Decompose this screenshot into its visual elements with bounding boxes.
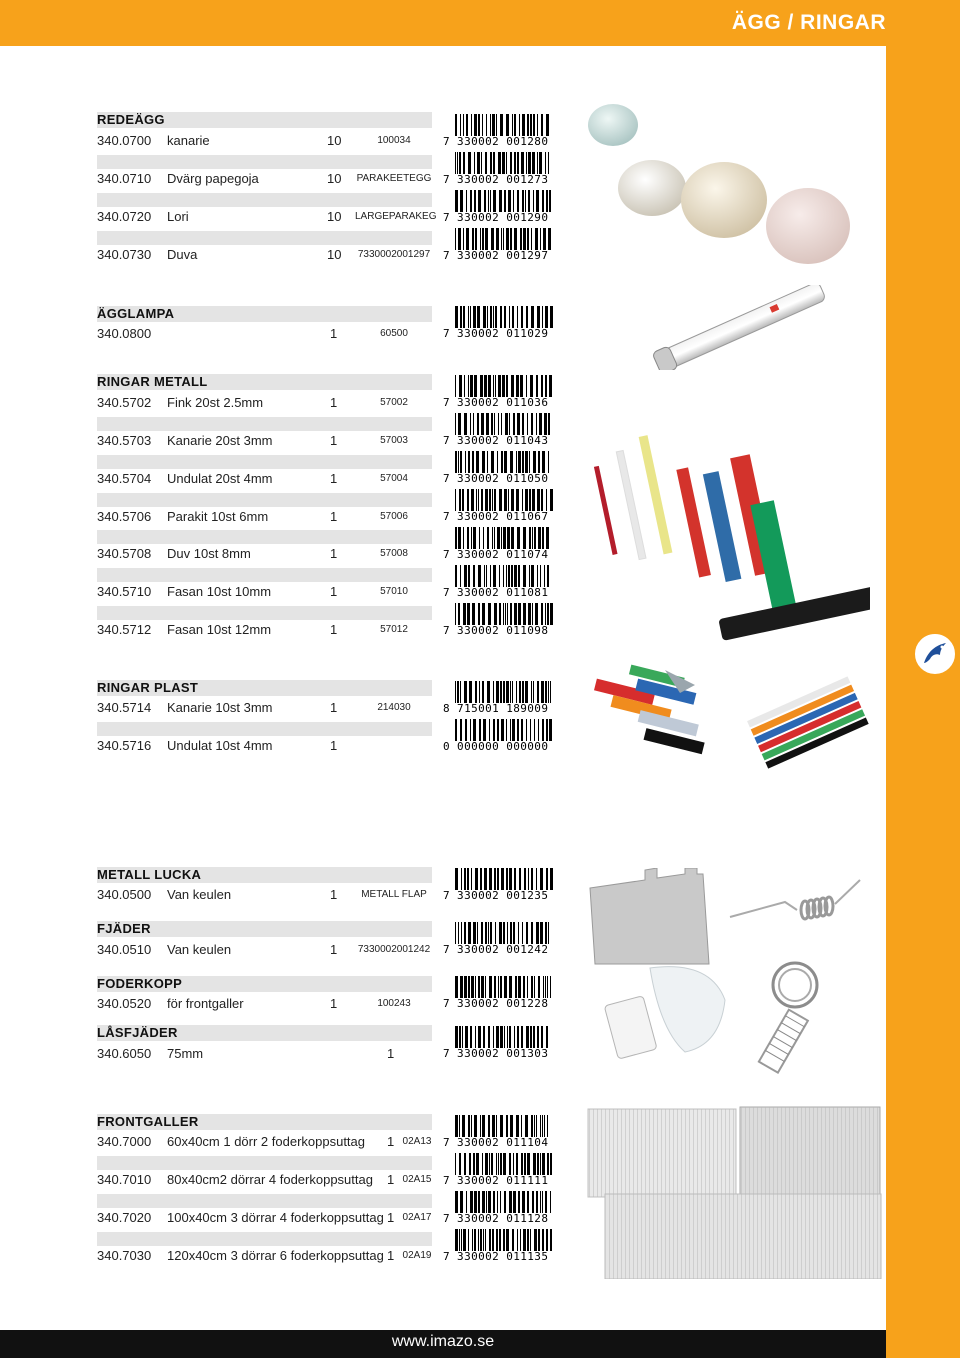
table-row — [97, 1208, 437, 1228]
table-row — [97, 1044, 437, 1064]
barcode — [443, 375, 555, 409]
barcode-number: 7 330002 001297 — [443, 250, 555, 262]
barcode — [443, 1191, 555, 1225]
article-desc: Van keulen — [167, 942, 232, 957]
article-code: 340.5704 — [97, 471, 152, 486]
metal-rings-image — [590, 400, 870, 660]
barcode-number: 7 330002 011067 — [443, 511, 555, 523]
table-row — [97, 736, 437, 756]
article-code: 340.5716 — [97, 738, 152, 753]
article-qty: 1 — [330, 942, 338, 957]
eggs-image — [580, 100, 850, 270]
row-band — [97, 231, 432, 245]
article-qty: 1 — [330, 546, 338, 561]
barcode-bar — [550, 306, 553, 330]
row-band — [97, 455, 432, 469]
barcode — [443, 489, 555, 523]
barcode — [443, 451, 555, 485]
article-code: 340.5714 — [97, 700, 152, 715]
barcode-number: 7 330002 011135 — [443, 1251, 555, 1263]
feeding-cup-image — [590, 960, 740, 1060]
barcode — [443, 190, 555, 224]
article-qty: 10 — [327, 247, 342, 262]
article-qty: 1 — [330, 509, 338, 524]
barcode-bar — [550, 681, 551, 705]
article-ref: 100243 — [377, 998, 411, 1009]
article-ref: 7330002001297 — [357, 249, 431, 260]
barcode-number: 7 330002 001303 — [443, 1048, 555, 1060]
article-ref: 57012 — [380, 624, 408, 635]
table-row — [97, 324, 437, 344]
article-ref: 57006 — [380, 511, 408, 522]
spring-image — [725, 872, 870, 932]
barcode — [443, 976, 555, 1010]
article-ref: 57008 — [380, 548, 408, 559]
barcode-bar — [550, 1153, 552, 1177]
article-qty: 1 — [387, 1046, 395, 1061]
row-band — [97, 193, 432, 207]
article-qty: 1 — [387, 1210, 395, 1225]
barcode-bar — [548, 681, 549, 705]
barcode — [443, 152, 555, 186]
article-code: 340.0730 — [97, 247, 152, 262]
table-row — [97, 544, 437, 564]
section-title-redeagg: REDEÄGG — [97, 112, 432, 128]
lock-spring-image — [740, 955, 840, 1080]
article-qty: 10 — [327, 209, 342, 224]
article-desc: Van keulen — [167, 887, 232, 902]
barcode-bar — [548, 152, 549, 176]
article-desc: kanarie — [167, 133, 210, 148]
article-desc: 120x40cm 3 dörrar 6 foderkoppsuttag — [167, 1248, 384, 1263]
article-qty: 10 — [327, 133, 342, 148]
article-ref: 100034 — [377, 135, 411, 146]
barcode — [443, 603, 555, 637]
article-desc: för frontgaller — [167, 996, 244, 1011]
article-qty: 1 — [330, 326, 338, 341]
barcode-bar — [549, 375, 552, 399]
table-row — [97, 940, 437, 960]
table-row — [97, 393, 437, 413]
article-code: 340.0710 — [97, 171, 152, 186]
article-desc: Duv 10st 8mm — [167, 546, 251, 561]
article-code: 340.5712 — [97, 622, 152, 637]
row-band — [97, 417, 432, 431]
article-ref: 60500 — [380, 328, 408, 339]
article-code: 340.5703 — [97, 433, 152, 448]
barcode — [443, 114, 555, 148]
barcode-bar — [550, 1229, 552, 1253]
article-ref: 02A19 — [402, 1250, 432, 1261]
table-row — [97, 1132, 437, 1152]
row-band — [97, 155, 432, 169]
barcode-bar — [550, 976, 551, 1000]
barcode — [443, 1026, 555, 1060]
bird-icon — [918, 637, 952, 671]
barcode-number: 0 000000 000000 — [443, 741, 555, 753]
article-ref: 02A13 — [402, 1136, 432, 1147]
barcode-bar — [548, 413, 550, 437]
row-band — [97, 493, 432, 507]
table-row — [97, 169, 437, 189]
row-band — [97, 1194, 432, 1208]
barcode-number: 7 330002 001228 — [443, 998, 555, 1010]
article-desc: Fasan 10st 10mm — [167, 584, 272, 599]
barcode — [443, 228, 555, 262]
table-row — [97, 1170, 437, 1190]
article-code: 340.0520 — [97, 996, 152, 1011]
article-ref: 57002 — [380, 397, 408, 408]
barcode-number: 7 330002 011050 — [443, 473, 555, 485]
article-desc: Undulat 20st 4mm — [167, 471, 273, 486]
barcode-bar — [550, 603, 553, 627]
section-title-agglampa: ÄGGLAMPA — [97, 306, 432, 322]
section-title-metall-lucka: METALL LUCKA — [97, 867, 432, 883]
article-ref: 57003 — [380, 435, 408, 446]
article-qty: 1 — [387, 1172, 395, 1187]
section-title-lasfjader: LÅSFJÄDER — [97, 1025, 432, 1041]
barcode — [443, 1115, 555, 1149]
table-row — [97, 245, 437, 265]
article-desc: 75mm — [167, 1046, 204, 1061]
barcode-number: 7 330002 001242 — [443, 944, 555, 956]
article-desc: Duva — [167, 247, 198, 262]
barcode — [443, 868, 555, 902]
table-row — [97, 582, 437, 602]
orange-sidebar — [886, 0, 960, 1358]
barcode-number: 7 330002 001235 — [443, 890, 555, 902]
article-qty: 1 — [330, 584, 338, 599]
article-qty: 1 — [330, 738, 338, 753]
section-title-fjader: FJÄDER — [97, 921, 432, 937]
barcode-number: 7 330002 011111 — [443, 1175, 555, 1187]
section-title-foderkopp: FODERKOPP — [97, 976, 432, 992]
article-desc: Lori — [167, 209, 189, 224]
barcode — [443, 565, 555, 599]
table-row — [97, 207, 437, 227]
barcode-bar — [548, 451, 549, 475]
barcode-number: 7 330002 001280 — [443, 136, 555, 148]
row-band — [97, 1156, 432, 1170]
table-row — [97, 994, 437, 1014]
article-desc: Fink 20st 2.5mm — [167, 395, 264, 410]
article-ref: 02A15 — [402, 1174, 432, 1185]
barcode-bar — [550, 1191, 551, 1215]
barcode-number: 7 330002 011043 — [443, 435, 555, 447]
article-code: 340.0510 — [97, 942, 152, 957]
article-code: 340.5702 — [97, 395, 152, 410]
article-qty: 1 — [387, 1134, 395, 1149]
row-band — [97, 530, 432, 544]
barcode — [443, 306, 555, 340]
barcode-bar — [550, 868, 553, 892]
article-ref: METALL FLAP — [361, 889, 427, 900]
barcode — [443, 719, 555, 753]
article-desc: Parakit 10st 6mm — [167, 509, 269, 524]
article-code: 340.0500 — [97, 887, 152, 902]
barcode — [443, 1153, 555, 1187]
article-code: 340.5708 — [97, 546, 152, 561]
barcode-bar — [550, 489, 553, 513]
barcode — [443, 1229, 555, 1263]
article-ref: 57004 — [380, 473, 408, 484]
article-code: 340.7000 — [97, 1134, 152, 1149]
article-qty: 1 — [387, 1248, 395, 1263]
barcode-bar — [549, 719, 552, 743]
article-code: 340.6050 — [97, 1046, 152, 1061]
article-desc: Kanarie 20st 3mm — [167, 433, 273, 448]
table-row — [97, 620, 437, 640]
egg-lamp-image — [645, 285, 835, 370]
barcode-number: 7 330002 011081 — [443, 587, 555, 599]
plastic-rings-image — [580, 655, 880, 775]
barcode-bar — [548, 228, 551, 252]
article-code: 340.0800 — [97, 326, 152, 341]
table-row — [97, 131, 437, 151]
barcode-number: 7 330002 011104 — [443, 1137, 555, 1149]
article-desc: Undulat 10st 4mm — [167, 738, 273, 753]
barcode — [443, 681, 555, 715]
article-qty: 10 — [327, 171, 342, 186]
article-desc: 100x40cm 3 dörrar 4 foderkoppsuttag — [167, 1210, 384, 1225]
table-row — [97, 469, 437, 489]
article-qty: 1 — [330, 622, 338, 637]
table-row — [97, 431, 437, 451]
footer-url[interactable]: www.imazo.se — [391, 1333, 495, 1350]
article-code: 340.5710 — [97, 584, 152, 599]
barcode — [443, 922, 555, 956]
table-row — [97, 885, 437, 905]
article-desc: Fasan 10st 12mm — [167, 622, 272, 637]
section-title-ringar-plast: RINGAR PLAST — [97, 680, 432, 696]
article-ref: 7330002001242 — [357, 944, 431, 955]
article-ref: 57010 — [380, 586, 408, 597]
article-qty: 1 — [330, 471, 338, 486]
article-desc: 80x40cm2 dörrar 4 foderkoppsuttag — [167, 1172, 373, 1187]
article-code: 340.0720 — [97, 209, 152, 224]
article-qty: 1 — [330, 700, 338, 715]
row-band — [97, 1232, 432, 1246]
article-qty: 1 — [330, 996, 338, 1011]
barcode — [443, 413, 555, 447]
barcode-bar — [548, 922, 549, 946]
article-desc: 60x40cm 1 dörr 2 foderkoppsuttag — [167, 1134, 366, 1149]
barcode-number: 8 715001 189009 — [443, 703, 555, 715]
brand-logo — [913, 632, 957, 676]
article-code: 340.5706 — [97, 509, 152, 524]
article-ref: 214030 — [377, 702, 411, 713]
article-code: 340.7010 — [97, 1172, 152, 1187]
article-qty: 1 — [330, 433, 338, 448]
row-band — [97, 606, 432, 620]
barcode-number: 7 330002 001273 — [443, 174, 555, 186]
front-grilles-image — [585, 1104, 885, 1279]
article-code: 340.7020 — [97, 1210, 152, 1225]
barcode-bar — [549, 190, 551, 214]
row-band — [97, 568, 432, 582]
barcode-number: 7 330002 011128 — [443, 1213, 555, 1225]
article-desc: Dvärg papegoja — [167, 171, 259, 186]
section-title-frontgaller: FRONTGALLER — [97, 1114, 432, 1130]
metal-flap-image — [585, 868, 715, 968]
article-code: 340.0700 — [97, 133, 152, 148]
article-ref: 02A17 — [402, 1212, 432, 1223]
barcode-number: 7 330002 011036 — [443, 397, 555, 409]
barcode — [443, 527, 555, 561]
article-desc: Kanarie 10st 3mm — [167, 700, 273, 715]
table-row — [97, 698, 437, 718]
page-title: ÄGG / RINGAR — [731, 11, 886, 34]
article-ref: LARGEPARAKEG — [355, 211, 437, 222]
article-ref: PARAKEETEGG — [356, 173, 432, 184]
article-qty: 1 — [330, 395, 338, 410]
table-row — [97, 507, 437, 527]
barcode-number: 7 330002 011098 — [443, 625, 555, 637]
barcode-number: 7 330002 001290 — [443, 212, 555, 224]
barcode-number: 7 330002 011074 — [443, 549, 555, 561]
article-qty: 1 — [330, 887, 338, 902]
section-title-ringar-metall: RINGAR METALL — [97, 374, 432, 390]
row-band — [97, 722, 432, 736]
barcode-number: 7 330002 011029 — [443, 328, 555, 340]
table-row — [97, 1246, 437, 1266]
article-code: 340.7030 — [97, 1248, 152, 1263]
